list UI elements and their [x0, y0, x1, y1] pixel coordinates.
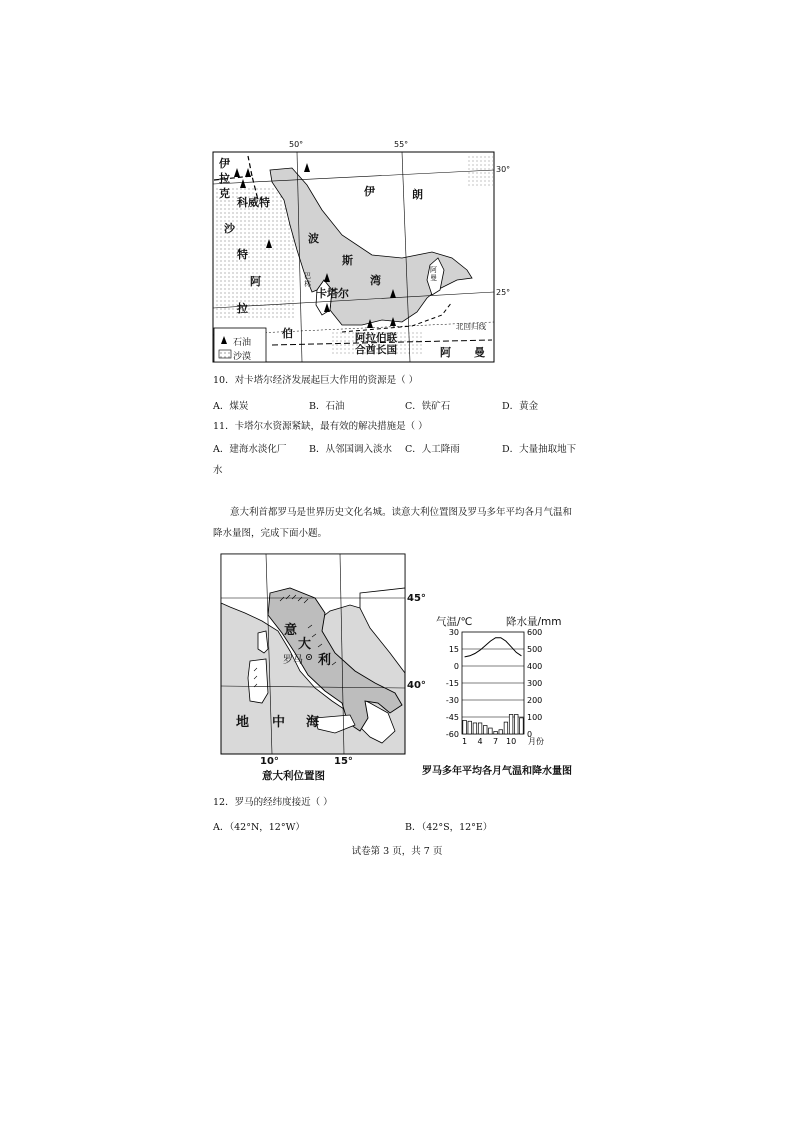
label-iraq-3: 克: [219, 187, 230, 200]
label-iraq-1: 伊: [219, 157, 230, 170]
label-rome: 罗马: [283, 655, 303, 666]
q10-option-d[interactable]: D．黄金: [502, 401, 539, 412]
legend-oil-label: 石油: [233, 338, 252, 348]
label-italy-1: 意: [284, 623, 298, 638]
precip-axis-label: 降水量/mm: [506, 616, 562, 628]
q12-stem: 12．罗马的经纬度接近（ ）: [213, 797, 333, 808]
intro-line-1: 意大利首都罗马是世界历史文化名城。读意大利位置图及罗马多年平均各月气温和: [230, 507, 573, 518]
persian-gulf-map: [212, 140, 512, 365]
q12-option-a[interactable]: A．（42°N，12°W）: [213, 822, 305, 833]
temp-tick-label: 15: [448, 645, 459, 654]
label-uae-2: 合酋长国: [355, 344, 397, 356]
precip-bar: [509, 714, 513, 734]
q11-option-a[interactable]: A．建海水淡化厂: [213, 444, 287, 455]
q11-option-d[interactable]: D．大量抽取地下: [502, 444, 577, 455]
climate-chart-svg: [418, 626, 598, 751]
q10-option-c[interactable]: C．铁矿石: [405, 401, 451, 412]
precip-bar: [489, 728, 493, 734]
climate-chart: [418, 612, 598, 782]
temp-tick-label: -15: [445, 679, 459, 688]
precip-bar: [478, 723, 482, 734]
precip-bar: [504, 722, 508, 734]
label-uae-1: 阿拉伯联: [355, 332, 397, 344]
q11-stem: 11．卡塔尔水资源紧缺，最有效的解决措施是（ ）: [213, 421, 428, 432]
precip-bar: [473, 723, 477, 734]
precip-bar: [520, 718, 524, 734]
lat-label-30: 30°: [496, 165, 511, 174]
label-italy-2: 大: [298, 637, 312, 652]
intro-line-2: 降水量图，完成下面小题。: [213, 528, 328, 539]
temp-tick-label: 30: [448, 628, 459, 637]
precip-bar: [494, 731, 498, 734]
label-gulf-2: 斯: [342, 254, 353, 267]
italy-map-graphic: [220, 553, 430, 783]
label-iran-2: 朗: [412, 188, 423, 201]
temp-tick-label: -45: [445, 713, 459, 722]
label-italy-3: 利: [318, 653, 332, 668]
lat-label-45: 45°: [407, 593, 426, 604]
month-tick-label: 4: [477, 737, 483, 746]
lat-label-25: 25°: [496, 288, 511, 297]
label-oman-small: 阿曼: [430, 266, 437, 282]
climate-chart-caption: 罗马多年平均各月气温和降水量图: [422, 766, 572, 777]
label-oman-2: 曼: [474, 346, 485, 359]
label-saudi-4: 拉: [237, 302, 248, 315]
q11-option-b[interactable]: B．从邻国调入淡水: [309, 444, 392, 455]
label-oman-1: 阿: [440, 346, 451, 359]
lon-label-10: 10°: [260, 756, 279, 767]
temp-tick-label: -60: [445, 730, 459, 739]
precip-tick-label: 200: [527, 696, 543, 705]
page-footer: 试卷第 3 页，共 7 页: [351, 846, 443, 857]
lon-label-55: 55°: [394, 140, 409, 149]
italy-map-caption: 意大利位置图: [262, 770, 325, 782]
label-tropic-of-cancer: 北回归线: [456, 322, 486, 331]
q10-stem: 10．对卡塔尔经济发展起巨大作用的资源是（ ）: [213, 375, 419, 386]
precip-tick-label: 500: [527, 645, 543, 654]
q11-option-d-wrap: 水: [213, 465, 223, 476]
precip-tick-label: 600: [527, 628, 543, 637]
label-gulf-1: 波: [308, 232, 319, 245]
label-sea-2: 中: [272, 715, 286, 730]
label-kuwait: 科威特: [237, 196, 270, 209]
q12-option-b[interactable]: B．（42°S，12°E）: [405, 822, 493, 833]
legend-desert-label: 沙漠: [233, 352, 252, 362]
q10-option-a[interactable]: A．煤炭: [213, 401, 249, 412]
label-saudi-2: 特: [237, 248, 248, 261]
precip-tick-label: 100: [527, 713, 543, 722]
month-tick-label: 10: [505, 737, 517, 746]
label-gulf-3: 湾: [370, 274, 381, 287]
label-iran-1: 伊: [364, 185, 375, 198]
precip-tick-label: 0: [527, 730, 533, 739]
precip-bar: [483, 726, 487, 735]
precip-bar: [499, 730, 503, 734]
lon-label-50: 50°: [289, 140, 304, 149]
label-sea-3: 海: [306, 715, 320, 730]
label-sea-1: 地: [236, 715, 250, 730]
month-tick-label: 7: [493, 737, 499, 746]
precip-bar: [468, 721, 472, 734]
month-tick-label: 1: [462, 737, 468, 746]
temp-axis-label: 气温/℃: [436, 616, 473, 628]
label-iraq-2: 拉: [219, 172, 230, 185]
label-bahrain: 巴林: [304, 272, 311, 288]
lon-label-15: 15°: [334, 756, 353, 767]
precip-bar: [463, 720, 467, 734]
italy-map: [220, 553, 430, 783]
temp-tick-label: 0: [453, 662, 459, 671]
label-saudi-5: 伯: [282, 327, 293, 340]
label-qatar: 卡塔尔: [316, 287, 349, 300]
label-saudi-1: 沙: [224, 222, 235, 235]
label-saudi-3: 阿: [250, 275, 261, 288]
desert-icon: [219, 350, 231, 358]
q10-option-b[interactable]: B．石油: [309, 401, 345, 412]
q11-option-c[interactable]: C．人工降雨: [405, 444, 460, 455]
temp-tick-label: -30: [445, 696, 459, 705]
precip-tick-label: 300: [527, 679, 543, 688]
lat-label-40: 40°: [407, 680, 426, 691]
month-axis-label: 月份: [528, 737, 544, 746]
precip-tick-label: 400: [527, 662, 543, 671]
precip-bar: [514, 714, 518, 734]
